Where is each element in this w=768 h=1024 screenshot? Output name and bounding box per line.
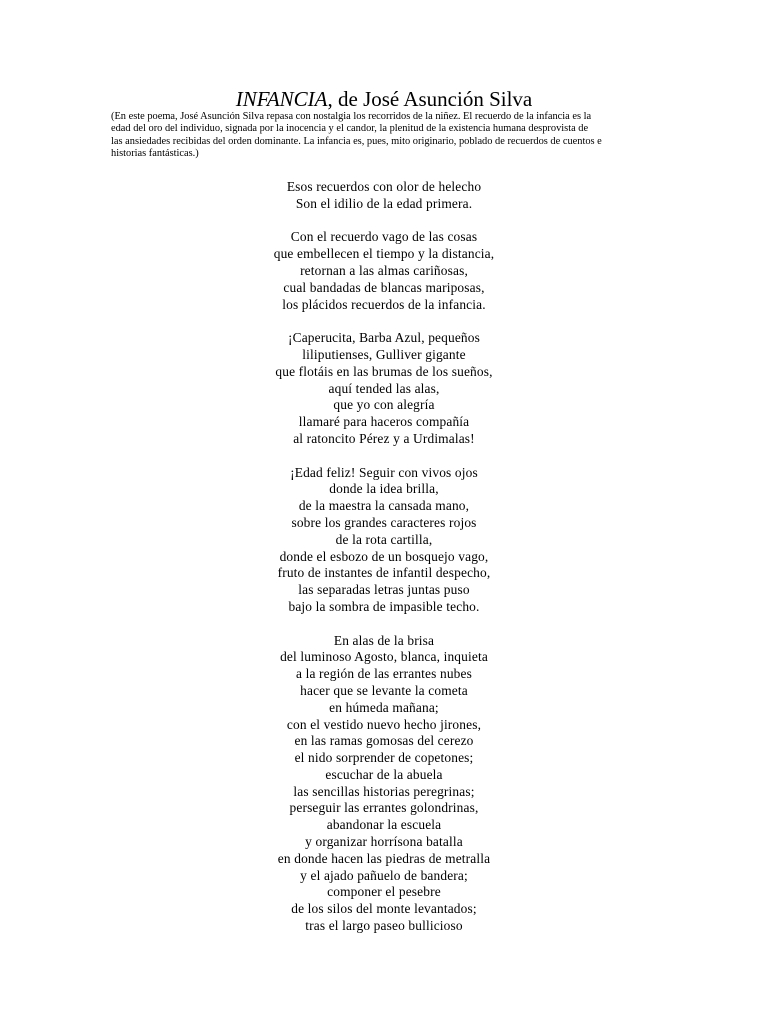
poem-line: aquí tended las alas, [328, 380, 440, 396]
intro-line: edad del oro del individuo, signada por la inocencia y el candor, la plenitud de la existencia humana desprovista de [111, 123, 589, 135]
poem-line: los plácidos recuerdos de la infancia. [282, 296, 486, 312]
poem-line: bajo la sombra de impasible techo. [288, 598, 480, 614]
title-author: , de José Asunción Silva [327, 87, 533, 111]
poem-stanza [0, 633, 768, 935]
title-poem-name: INFANCIA [235, 87, 328, 111]
poem-line: a la región de las errantes nubes [296, 666, 472, 682]
poem-line: escuchar de la abuela [325, 766, 443, 782]
poem-line: Con el recuerdo vago de las cosas [290, 229, 478, 245]
poem-line: componer el pesebre [327, 884, 441, 900]
poem-line: con el vestido nuevo hecho jirones, [286, 716, 482, 732]
poem-line: que yo con alegría [333, 397, 435, 413]
poem-stanza [0, 330, 768, 448]
page-title [0, 86, 768, 112]
poem-line: de los silos del monte levantados; [291, 901, 477, 917]
poem-line: Esos recuerdos con olor de helecho [286, 179, 482, 194]
poem-line: que flotáis en las brumas de los sueños, [275, 363, 493, 379]
poem-line: sobre los grandes caracteres rojos [291, 514, 477, 530]
poem-stanza [0, 229, 768, 313]
poem-line: donde el esbozo de un bosquejo vago, [279, 548, 489, 564]
poem-line: ¡Caperucita, Barba Azul, pequeños [288, 330, 480, 346]
poem-line: retornan a las almas cariñosas, [300, 262, 468, 278]
poem-line: en húmeda mañana; [329, 699, 439, 715]
poem-line: que embellecen el tiempo y la distancia, [273, 246, 495, 262]
poem-line: abandonar la escuela [326, 817, 442, 833]
poem-line: el nido sorprender de copetones; [294, 750, 474, 766]
poem-line: en donde hacen las piedras de metralla [277, 850, 491, 866]
poem-line: ¡Edad feliz! Seguir con vivos ojos [290, 464, 478, 480]
poem-line: de la rota cartilla, [335, 531, 433, 547]
poem-line: En alas de la brisa [333, 632, 435, 648]
intro-line: (En este poema, José Asunción Silva repasa con nostalgia los recorridos de la niñez. El recuerdo de la infancia es la [111, 111, 592, 122]
poem-line: Son el idilio de la edad primera. [295, 195, 473, 211]
poem-body [0, 179, 768, 952]
poem-stanza [0, 465, 768, 616]
poem-line: cual bandadas de blancas mariposas, [283, 279, 485, 295]
intro-line: las ansiedades recibidas del orden dominante. La infancia es, pues, mito originario, poblado de recuerdos de cuentos e [111, 135, 602, 147]
poem-line: y organizar horrísona batalla [305, 834, 463, 850]
poem-line: las separadas letras juntas puso [298, 582, 470, 598]
poem-line: las sencillas historias peregrinas; [293, 783, 475, 799]
poem-line: perseguir las errantes golondrinas, [289, 800, 479, 816]
poem-line: donde la idea brilla, [329, 481, 439, 497]
poem-line: liliputienses, Gulliver gigante [302, 346, 466, 362]
poem-line: y el ajado pañuelo de bandera; [300, 867, 468, 883]
poem-stanza [0, 179, 768, 213]
poem-line: fruto de instantes de infantil despecho, [277, 565, 491, 581]
poem-line: del luminoso Agosto, blanca, inquieta [280, 649, 488, 665]
poem-line: de la maestra la cansada mano, [298, 498, 470, 514]
intro-line: historias fantásticas.) [111, 148, 199, 160]
poem-line: en las ramas gomosas del cerezo [294, 733, 474, 749]
poem-line: tras el largo paseo bullicioso [305, 918, 463, 934]
poem-line: al ratoncito Pérez y a Urdimalas! [293, 430, 475, 446]
poem-line: hacer que se levante la cometa [300, 682, 468, 698]
intro-paragraph [111, 111, 659, 161]
poem-line: llamaré para haceros compañía [298, 414, 470, 430]
